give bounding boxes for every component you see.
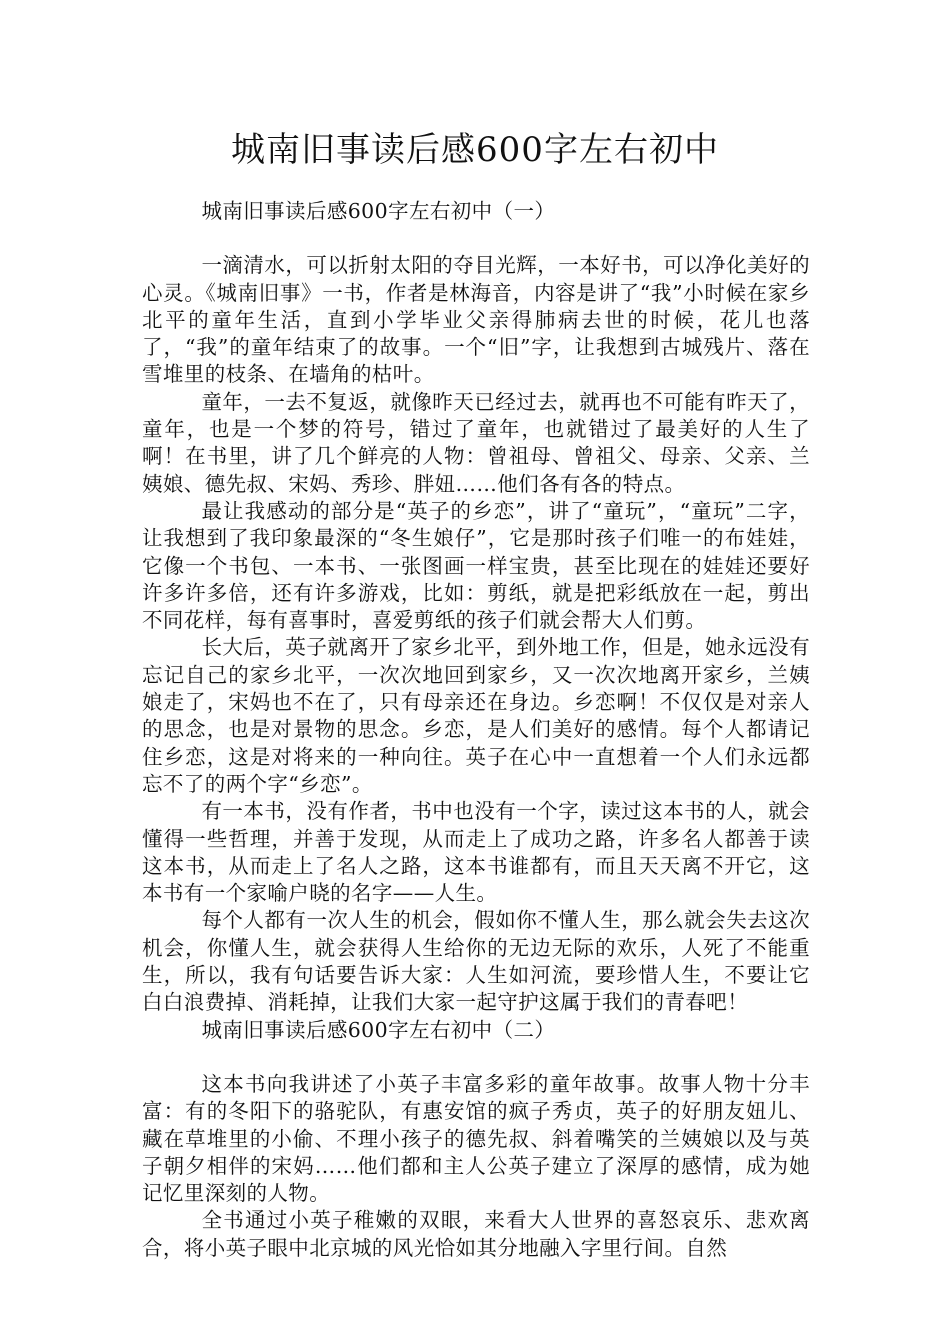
paragraph: 童年，一去不复返，就像昨天已经过去，就再也不可能有昨天了，童年，也是一个梦的符号，错过了童年，也就错过了最美好的人生了啊！在书里，讲了几个鲜亮的人物：曾祖母、曾祖父、母亲、父亲、兰姨娘、德先叔、宋妈、秀珍、胖妞……他们各有各的特点。 — [142, 389, 810, 496]
spacer — [142, 1044, 810, 1071]
document-body — [142, 198, 810, 1262]
paragraph: 最让我感动的部分是“英子的乡恋”，讲了“童玩”，“童玩”二字，让我想到了我印象最深的“冬生娘仔”，它是那时孩子们唯一的布娃娃，它像一个书包、一本书、一张图画一样宝贵，甚至比现在的娃娃还要好许多许多倍，还有许多游戏，比如：剪纸，就是把彩纸放在一起，剪出不同花样，每有喜事时，喜爱剪纸的孩子们就会帮大人们剪。 — [142, 498, 810, 633]
paragraph: 每个人都有一次人生的机会，假如你不懂人生，那么就会失去这次机会，你懂人生，就会获得人生给你的无边无际的欢乐，人死了不能重生，所以，我有句话要告诉大家：人生如河流，要珍惜人生，不要让它白白浪费掉、消耗掉，让我们大家一起守护这属于我们的青春吧！ — [142, 908, 810, 1015]
paragraph: 长大后，英子就离开了家乡北平，到外地工作，但是，她永远没有忘记自己的家乡北平，一次次地回到家乡，又一次次地离开家乡，兰姨娘走了，宋妈也不在了，只有母亲还在身边。乡恋啊！不仅仅是对亲人的思念，也是对景物的思念。乡恋，是人们美好的感情。每个人都请记住乡恋，这是对将来的一种向往。英子在心中一直想着一个人们永远都忘不了的两个字“乡恋”。 — [142, 635, 810, 796]
paragraph: 这本书向我讲述了小英子丰富多彩的童年故事。故事人物十分丰富：有的冬阳下的骆驼队，有惠安馆的疯子秀贞，英子的好朋友妞儿、藏在草堆里的小偷、不理小孩子的德先叔、斜着嘴笑的兰姨娘以及与英子朝夕相伴的宋妈……他们都和主人公英子建立了深厚的感情，成为她记忆里深刻的人物。 — [142, 1071, 810, 1206]
section-heading-1: 城南旧事读后感600字左右初中（一） — [201, 199, 556, 223]
paragraph: 一滴清水，可以折射太阳的夺目光辉，一本好书，可以净化美好的心灵。《城南旧事》一书，作者是林海音，内容是讲了“我”小时候在家乡北平的童年生活，直到小学毕业父亲得肺病去世的时候，花儿也落了，“我”的童年结束了的故事。一个“旧”字，让我想到古城残片、落在雪堆里的枝条、在墙角的枯叶。 — [142, 253, 810, 387]
paragraph: 全书通过小英子稚嫩的双眼，来看大人世界的喜怒哀乐、悲欢离合，将小英子眼中北京城的风光恰如其分地融入字里行间。自然 — [142, 1208, 810, 1260]
document-title: 城南旧事读后感600字左右初中 — [231, 130, 719, 170]
paragraph: 有一本书，没有作者，书中也没有一个字，读过这本书的人，就会懂得一些哲理，并善于发现，从而走上了成功之路，许多名人都善于读这本书，从而走上了名人之路，这本书谁都有，而且天天离不开它，这本书有一个家喻户晓的名字——人生。 — [142, 799, 810, 906]
section-heading-2: 城南旧事读后感600字左右初中（二） — [201, 1017, 556, 1042]
spacer — [142, 225, 810, 252]
